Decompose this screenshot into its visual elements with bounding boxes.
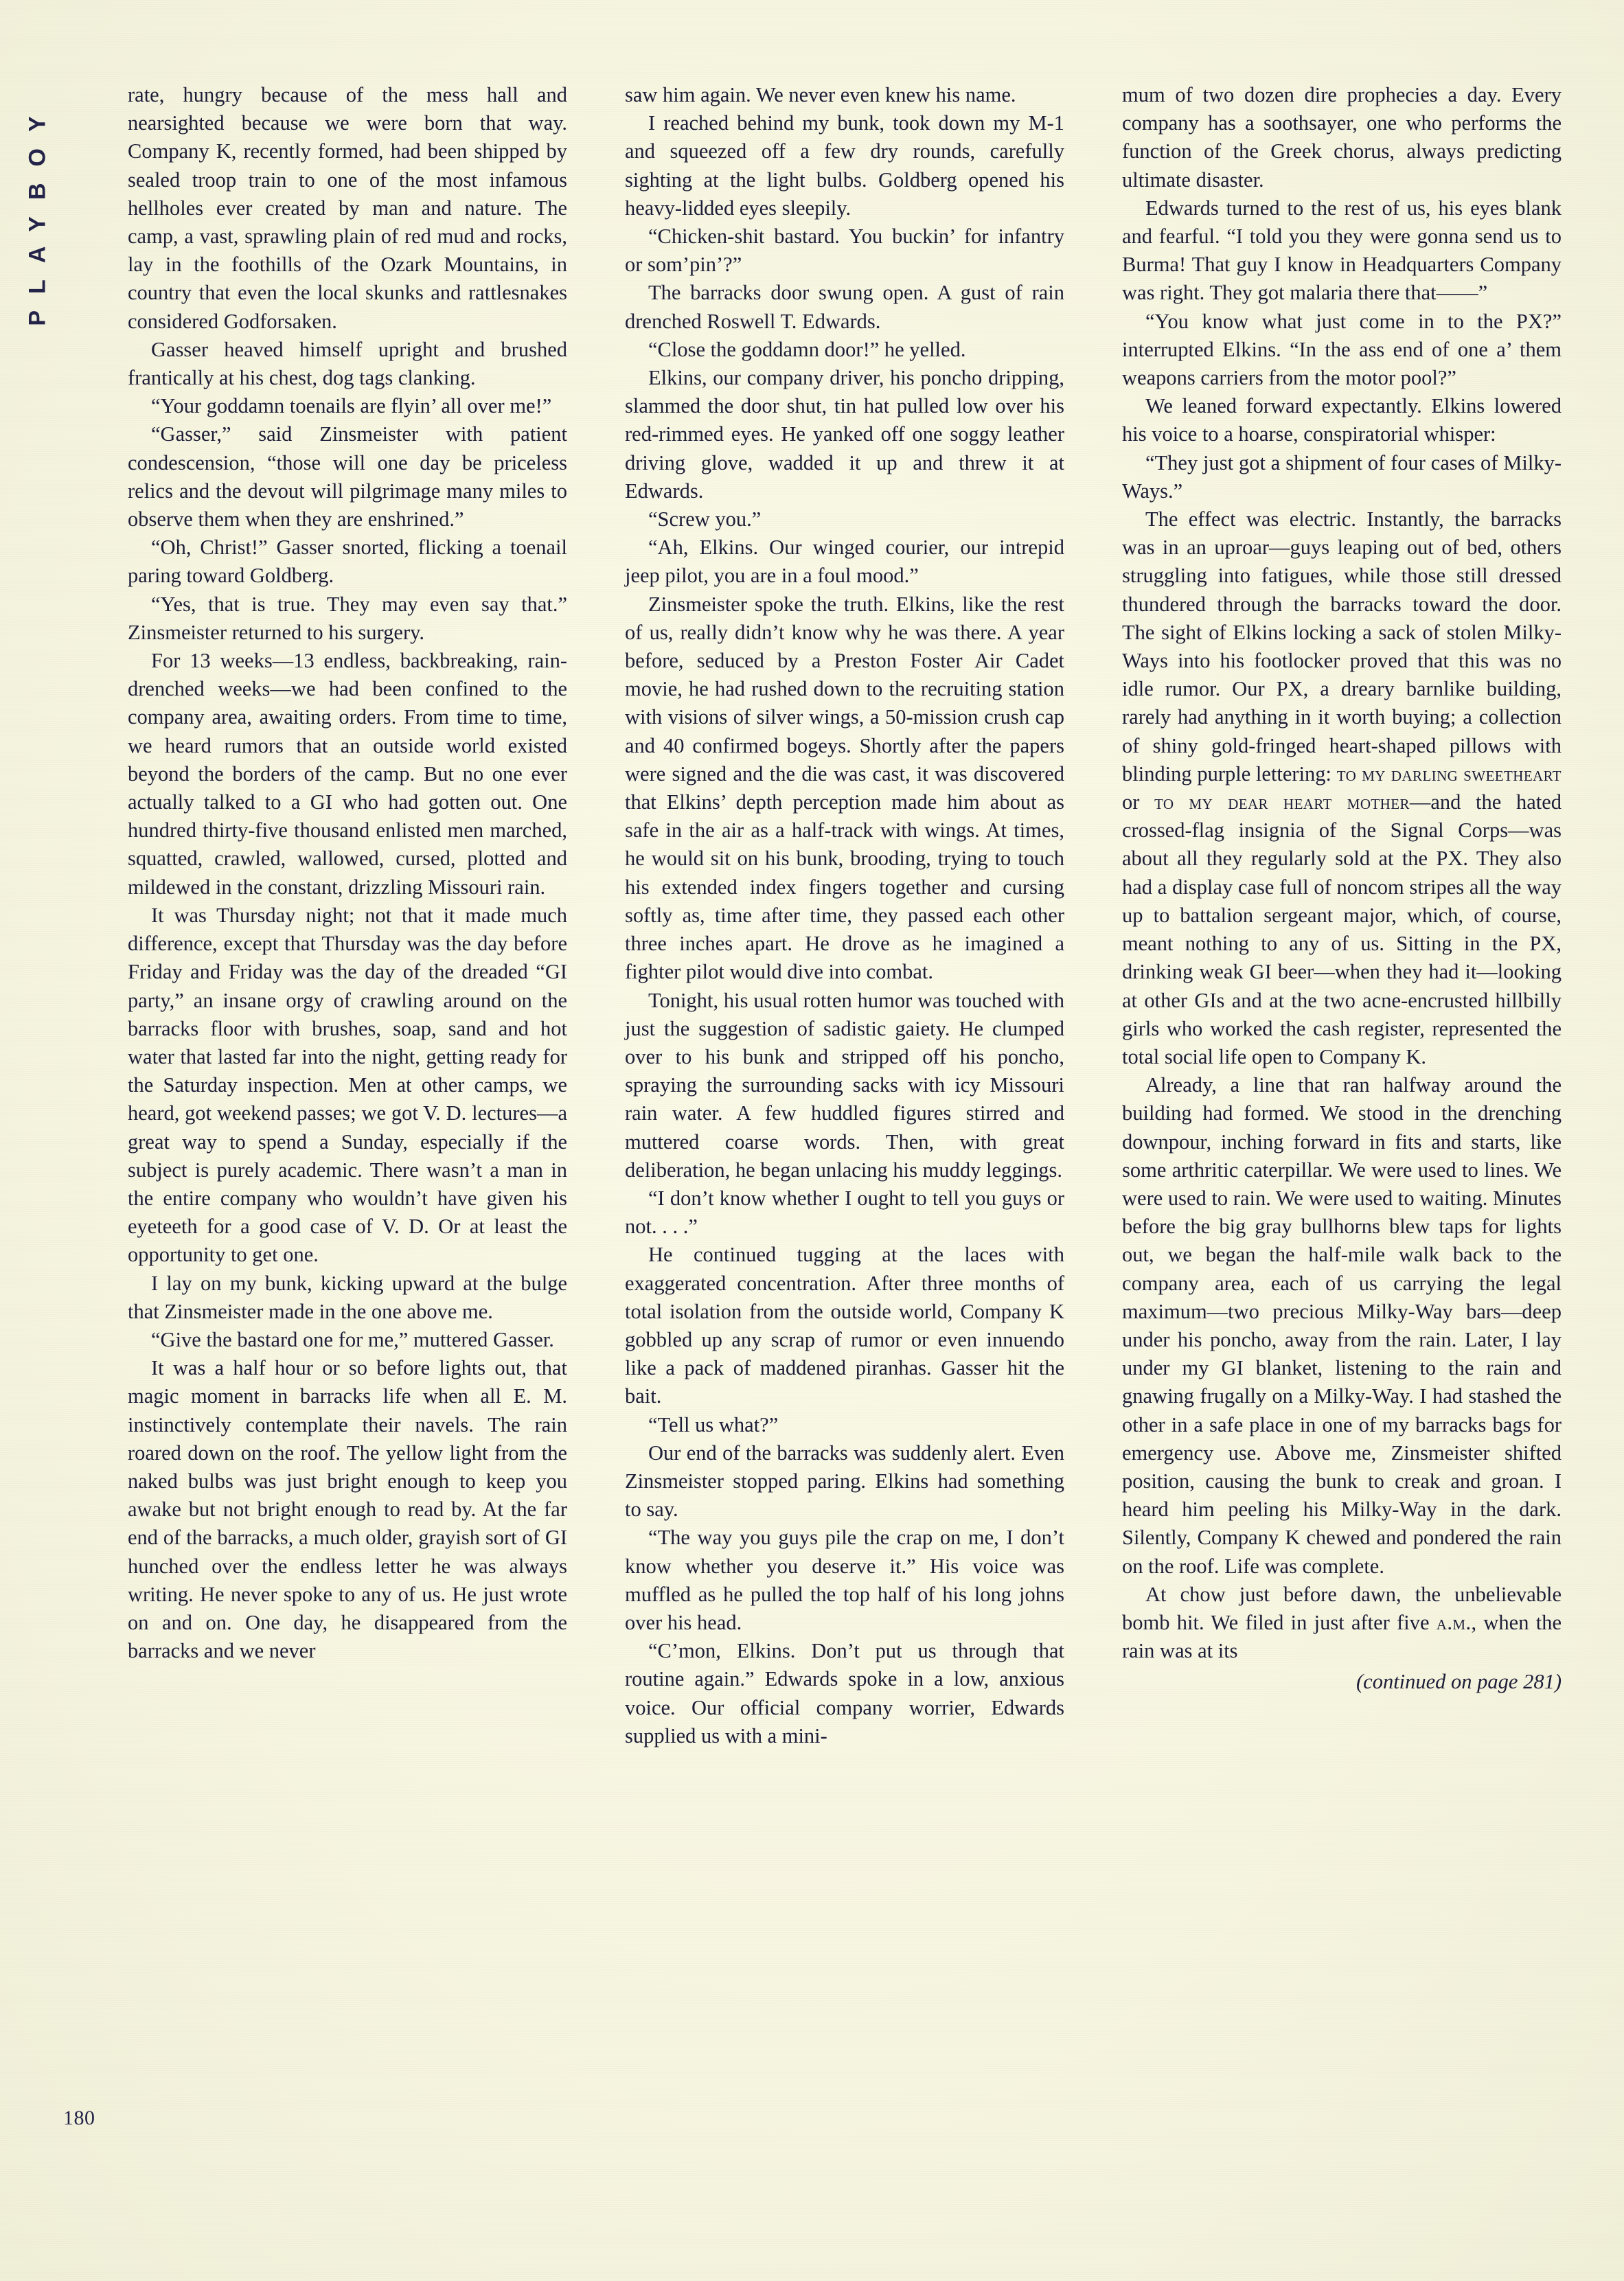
paragraph: Edwards turned to the rest of us, his eyes blank and fearful. “I told you they were gonna send us to Burma! That guy I know in Headquarters Company was right. They got malaria there that——” <box>1122 196 1562 305</box>
continued-on-page-note: (continued on page 281) <box>1356 1670 1562 1694</box>
text-column-2 <box>625 81 1064 2182</box>
paragraph: Already, a line that ran halfway around the building had formed. We stood in the drenching downpour, inching forward in fits and starts, like some arthritic caterpillar. We were used to lines. We were used to rain. We were used to waiting. Minutes before the big gray bullhorns blew taps for lights out, we began the half-mile walk back to the company area, each of us carrying the legal maximum—two precious Milky-Way bars—deep under his poncho, away from the rain. Later, I lay under my GI blanket, listening to the rain and gnawing frugally on a Milky-Way. I had stashed the other in a safe place in one of my barracks bags for emergency use. Above me, Zinsmeister shifted position, causing the bunk to creak and groan. I heard him peeling his Milky-Way in the dark. Silently, Company K chewed and pondered the rain on the roof. Life was complete. <box>1122 1073 1562 1578</box>
paragraph: “The way you guys pile the crap on me, I don’t know whether you deserve it.” His voice was muffled as he pulled the top half of his long johns over his head. <box>625 1526 1064 1634</box>
paragraph: I reached behind my bunk, took down my M-1 and squeezed off a few dry rounds, carefully sighting at the light bulbs. Goldberg opened his heavy-lidded eyes sleepily. <box>625 111 1064 220</box>
paragraph: “Your goddamn toenails are flyin’ all over me!” <box>151 394 552 418</box>
paragraph: Tonight, his usual rotten humor was touched with just the suggestion of sadistic gaiety. He clumped over to his bunk and stripped off his poncho, spraying the surrounding sacks with icy Missouri rain water. A few huddled figures stirred and muttered coarse words. Then, with great deliberation, he began unlacing his muddy leggings. <box>625 988 1064 1182</box>
small-caps-text: to my dear heart mother <box>1154 790 1410 814</box>
playboy-masthead <box>14 69 62 357</box>
paragraph: “You know what just come in to the PX?” interrupted Elkins. “In the ass end of one a’ them weapons carriers from the motor pool?” <box>1122 309 1562 390</box>
paragraph: Zinsmeister spoke the truth. Elkins, like the rest of us, really didn’t know why he was there. A year before, seduced by a Preston Foster Air Cadet movie, he had rushed down to the recruiting station with visions of silver wings, a 50-mission crush cap and 40 confirmed bogeys. Shortly after the papers were signed and the die was cast, it was discovered that Elkins’ depth perception made him about as safe in the air as a half-track with wings. At times, he would sit on his bunk, brooding, trying to touch his extended index fingers together and cursing softly as, time after time, they passed each other three inches apart. He drove as he imagined a fighter pilot would dive into combat. <box>625 592 1064 984</box>
paragraph: “Give the bastard one for me,” muttered Gasser. <box>151 1327 554 1351</box>
paragraph: “Gasser,” said Zinsmeister with patient condescension, “those will one day be priceless relics and the devout will pilgrimage many miles to observe them when they are enshrined.” <box>128 422 567 531</box>
paragraph: Elkins, our company driver, his poncho dripping, slammed the door shut, tin hat pulled low over his red-rimmed eyes. He yanked off one soggy leather driving glove, wadded it up and threw it at Edwards. <box>625 366 1064 503</box>
paragraph: saw him again. We never even knew his name. <box>625 83 1016 106</box>
small-caps-text: to my darling sweetheart <box>1336 761 1562 786</box>
paragraph: It was a half hour or so before lights out, that magic moment in barracks life when all E. M. instinctively contemplate their navels. The rain roared down on the roof. The yellow light from the naked bulbs was just bright enough to keep you awake but not bright enough to read by. At the far end of the barracks, a much older, grayish sort of GI hunched over the endless letter he was always writing. He never spoke to any of us. He just wrote on and on. One day, he disappeared from the barracks and we never <box>128 1356 567 1663</box>
paragraph: “Ah, Elkins. Our winged courier, our intrepid jeep pilot, you are in a foul mood.” <box>625 536 1064 588</box>
paragraph: Gasser heaved himself upright and brushed frantically at his chest, dog tags clanking. <box>128 337 567 390</box>
masthead-label: PLAYBOY <box>24 100 51 326</box>
small-caps-text: a.m. <box>1436 1610 1472 1634</box>
page-number: 180 <box>63 2107 95 2129</box>
text-column-1 <box>128 81 567 2182</box>
paragraph: “Oh, Christ!” Gasser snorted, flicking a toenail paring toward Goldberg. <box>128 536 567 588</box>
paragraph: Our end of the barracks was suddenly alert. Even Zinsmeister stopped paring. Elkins had something to say. <box>625 1441 1064 1522</box>
paragraph: It was Thursday night; not that it made much difference, except that Thursday was the day before Friday and Friday was the day of the dreaded “GI party,” an insane orgy of crawling around on the barracks floor with brushes, soap, sand and hot water that lasted far into the night, getting ready for the Saturday inspection. Men at other camps, we heard, got weekend passes; we got V. D. lectures—a great way to spend a Sunday, especially if the subject is purely academic. There wasn’t a man in the entire company who wouldn’t have given his eyeteeth for a good case of V. D. Or at least the opportunity to get one. <box>128 903 567 1267</box>
article-body <box>128 81 1562 2182</box>
paragraph: I lay on my bunk, kicking upward at the bulge that Zinsmeister made in the one above me. <box>128 1271 567 1323</box>
paragraph: We leaned forward expectantly. Elkins lowered his voice to a hoarse, conspiratorial whisper: <box>1122 394 1562 446</box>
paragraph: rate, hungry because of the mess hall and nearsighted because we were born that way. Company K, recently formed, had been shipped by sealed troop train to one of the most infamous hellholes ever created by man and nature. The camp, a vast, sprawling plain of red mud and rocks, lay in the foothills of the Ozark Mountains, in country that even the local skunks and rattlesnakes considered Godforsaken. <box>128 83 567 333</box>
text-column-3 <box>1122 81 1562 2182</box>
paragraph: For 13 weeks—13 endless, backbreaking, rain-drenched weeks—we had been confined to the company area, awaiting orders. From time to time, we heard rumors that an outside world existed beyond the borders of the camp. But no one ever actually talked to a GI who had gotten out. One hundred thirty-five thousand enlisted men marched, squatted, crawled, wallowed, cursed, plotted and mildewed in the constant, drizzling Missouri rain. <box>128 649 567 899</box>
paragraph: “Close the goddamn door!” he yelled. <box>648 337 966 361</box>
paragraph: “Screw you.” <box>648 507 762 531</box>
paragraph: “Yes, that is true. They may even say that.” Zinsmeister returned to his surgery. <box>128 592 567 644</box>
paragraph: mum of two dozen dire prophecies a day. Every company has a soothsayer, one who performs the function of the Greek chorus, always predicting ultimate disaster. <box>1122 83 1562 192</box>
paragraph: “I don’t know whether I ought to tell you guys or not. . . .” <box>625 1186 1064 1239</box>
paragraph: “Tell us what?” <box>648 1412 779 1436</box>
paragraph: The barracks door swung open. A gust of rain drenched Roswell T. Edwards. <box>625 281 1064 333</box>
paragraph: He continued tugging at the laces with exaggerated concentration. After three months of total isolation from the outside world, Company K gobbled up any scrap of rumor or even innuendo like a pack of maddened piranhas. Gasser hit the bait. <box>625 1243 1064 1408</box>
paragraph: “Chicken-shit bastard. You buckin’ for infantry or som’pin’?” <box>625 225 1064 277</box>
paragraph: “C’mon, Elkins. Don’t put us through that routine again.” Edwards spoke in a low, anxious voice. Our official company worrier, Edwards supplied us with a mini- <box>625 1639 1064 1747</box>
paragraph: The effect was electric. Instantly, the barracks was in an uproar—guys leaping out of bed, others struggling into fatigues, while those still dressed thundered through the barracks toward the door. The sight of Elkins locking a sack of stolen Milky-Ways into his footlocker proved that this was no idle rumor. Our PX, a dreary barnlike building, rarely had anything in it worth buying; a collection of shiny gold-fringed heart-shaped pillows with blinding purple lettering: to my darling sweetheart or to my dear heart mother—and the hated crossed-flag insignia of the Signal Corps—was about all they regularly sold at the PX. They also had a display case full of noncom stripes all the way up to battalion sergeant major, which, of course, meant nothing to any of us. Sitting in the PX, drinking weak GI beer—when they had it—looking at other GIs and at the two acne-encrusted hillbilly girls who worked the cash register, represented the total social life open to Company K. <box>1122 507 1562 1068</box>
paragraph: At chow just before dawn, the unbelievable bomb hit. We filed in just after five a.m., when the rain was at its <box>1122 1582 1562 1663</box>
paragraph: “They just got a shipment of four cases of Milky-Ways.” <box>1122 450 1562 503</box>
